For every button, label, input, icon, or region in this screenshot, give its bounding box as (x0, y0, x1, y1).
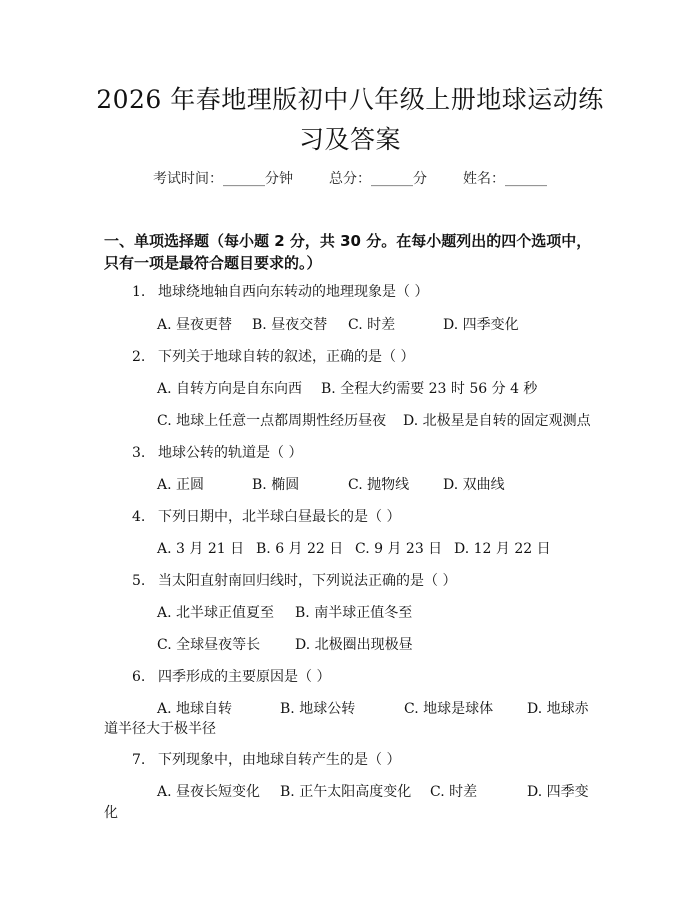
option-c: C. 时差 (348, 317, 396, 333)
option-c: C. 时差 (430, 784, 478, 800)
question-5-options-row-1 (157, 602, 412, 622)
option-b: B. 南半球正值冬至 (295, 605, 413, 621)
question-7-wrap-text: 化 (104, 805, 118, 821)
option-c: C. 抛物线 (348, 477, 410, 493)
question-5-options-row-2 (157, 634, 413, 654)
question-text: 地球绕地轴自西向东转动的地理现象是（ ） (158, 284, 429, 300)
question-number: 1. (132, 284, 146, 300)
option-a: A. 自转方向是自东向西 (157, 381, 303, 397)
option-d: D. 四季变 (527, 784, 589, 800)
question-text: 下列关于地球自转的叙述，正确的是（ ） (158, 349, 415, 365)
question-text: 四季形成的主要原因是（ ） (158, 669, 331, 685)
option-b: B. 正午太阳高度变化 (280, 784, 412, 800)
question-7-options (157, 781, 589, 801)
question-number: 2. (132, 349, 146, 365)
option-a: A. 昼夜长短变化 (157, 784, 261, 800)
option-d: D. 四季变化 (443, 317, 519, 333)
question-4-options (157, 538, 551, 558)
question-1-options (157, 314, 519, 334)
question-2-options-row-1 (157, 378, 537, 398)
option-c: C. 全球昼夜等长 (157, 637, 261, 653)
exam-time: 考试时间：______分钟 (153, 171, 293, 187)
option-d: D. 地球赤 (527, 701, 589, 717)
title-line-1: 2026 年春地理版初中八年级上册地球运动练 (96, 85, 604, 114)
title-line-2: 习及答案 (298, 125, 401, 154)
option-a: A. 昼夜更替 (157, 317, 233, 333)
document-title (60, 80, 640, 160)
option-d: D. 北极圈出现极昼 (295, 637, 413, 653)
question-3-options (157, 474, 505, 494)
option-a: A. 北半球正值夏至 (157, 605, 275, 621)
question-6-wrap-text: 道半径大于极半径 (104, 721, 216, 737)
option-b: B. 昼夜交替 (252, 317, 328, 333)
question-number: 6. (132, 669, 146, 685)
option-a: A. 3 月 21 日 (157, 541, 245, 557)
student-name: 姓名：______ (463, 171, 547, 187)
question-text: 当太阳直射南回归线时，下列说法正确的是（ ） (158, 573, 457, 589)
section-heading: 一、单项选择题（每小题 2 分，共 30 分。在每小题列出的四个选项中，只有一项是最符合题目要求的。） (104, 232, 592, 272)
option-d: D. 北极星是自转的固定观测点 (403, 413, 591, 429)
question-6 (132, 666, 330, 686)
option-a: A. 正圆 (157, 477, 205, 493)
question-5 (132, 570, 456, 590)
question-text: 下列日期中，北半球白昼最长的是（ ） (158, 509, 401, 525)
option-d: D. 双曲线 (443, 477, 505, 493)
option-c: C. 地球是球体 (404, 701, 494, 717)
option-a: A. 地球自转 (157, 701, 233, 717)
option-b: B. 椭圆 (252, 477, 300, 493)
option-c: C. 9 月 23 日 (355, 541, 443, 557)
question-text: 下列现象中，由地球自转产生的是（ ） (158, 752, 401, 768)
option-b: B. 全程大约需要 23 时 56 分 4 秒 (321, 381, 538, 397)
question-4 (132, 506, 400, 526)
question-7 (132, 749, 400, 769)
question-1 (132, 281, 428, 301)
question-6-options (157, 698, 589, 718)
question-number: 7. (132, 752, 146, 768)
question-text: 地球公转的轨道是（ ） (158, 445, 303, 461)
exam-info (0, 168, 700, 188)
question-number: 4. (132, 509, 146, 525)
question-number: 3. (132, 445, 146, 461)
question-2 (132, 346, 414, 366)
option-c: C. 地球上任意一点都周期性经历昼夜 (157, 413, 387, 429)
question-3 (132, 442, 302, 462)
total-score: 总分：______分 (329, 171, 427, 187)
option-b: B. 地球公转 (280, 701, 356, 717)
option-d: D. 12 月 22 日 (454, 541, 551, 557)
question-2-options-row-2 (157, 410, 591, 430)
option-b: B. 6 月 22 日 (256, 541, 344, 557)
question-number: 5. (132, 573, 146, 589)
